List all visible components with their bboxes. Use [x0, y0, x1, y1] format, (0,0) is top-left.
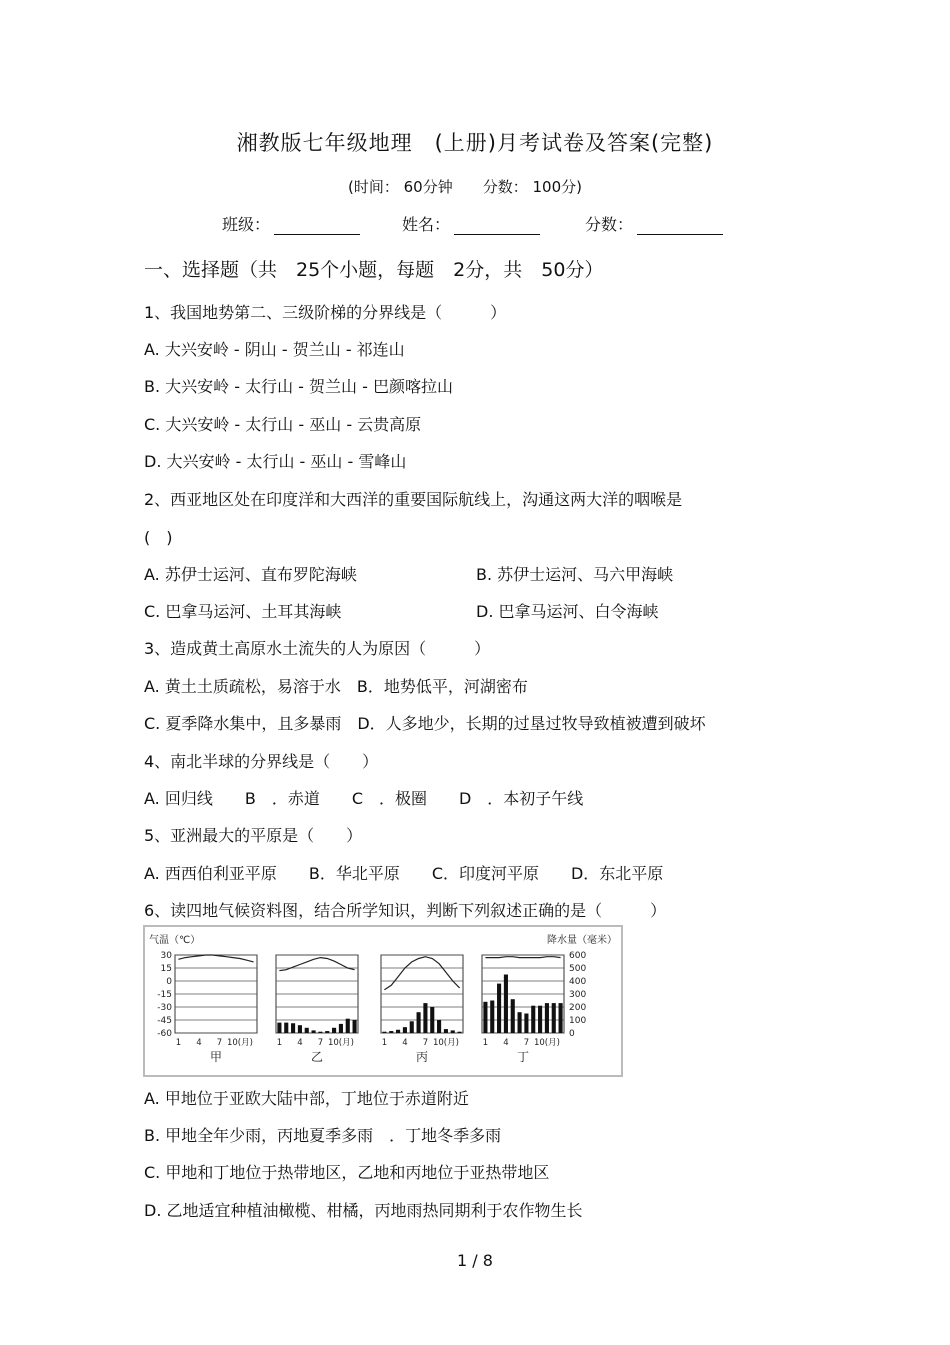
precip-bar — [430, 1007, 434, 1033]
q4-options[interactable]: A. 回归线 B ．赤道 C ．极圈 D ．本初子午线 — [144, 789, 584, 808]
precip-bar — [346, 1019, 350, 1033]
q3-options-cd[interactable]: C. 夏季降水集中，且多暴雨 D．人多地少，长期的过垦过牧导致植被遭到破坏 — [144, 714, 706, 733]
precip-tick-label: 200 — [569, 1003, 587, 1013]
temperature-line — [485, 957, 560, 958]
month-tick-label: 4 — [503, 1038, 509, 1048]
month-tick-label: 1 — [381, 1038, 388, 1048]
page-title: 湘教版七年级地理 (上册)月考试卷及答案(完整) — [236, 131, 714, 155]
precip-bar — [444, 1029, 448, 1033]
precip-bar — [417, 1012, 421, 1033]
precip-bar — [437, 1020, 441, 1033]
precip-bar — [490, 1001, 494, 1034]
q6-option-c[interactable]: C. 甲地和丁地位于热带地区，乙地和丙地位于亚热带地区 — [144, 1163, 550, 1182]
month-tick-label: 1 — [276, 1038, 283, 1048]
score-field — [585, 212, 723, 235]
class-field — [222, 212, 360, 235]
temp-tick-label: -60 — [157, 1029, 172, 1039]
temp-tick-label: 15 — [160, 964, 172, 974]
name-blank[interactable] — [454, 216, 540, 235]
station-label: 丙 — [415, 1050, 429, 1064]
precip-bar — [284, 1023, 288, 1033]
station-label: 甲 — [209, 1050, 223, 1064]
q1-option-d[interactable]: D. 大兴安岭 - 太行山 - 巫山 - 雪峰山 — [144, 452, 407, 471]
class-label: 班级： — [222, 215, 271, 234]
station-label: 丁 — [516, 1050, 530, 1064]
question-6: 6、读四地气候资料图，结合所学知识，判断下列叙述正确的是（ ） — [144, 901, 667, 920]
q2-option-a[interactable]: A. 苏伊士运河、直布罗陀海峡 — [144, 565, 357, 584]
temperature-line — [279, 958, 354, 971]
q6-option-a[interactable]: A. 甲地位于亚欧大陆中部，丁地位于赤道附近 — [144, 1089, 469, 1108]
precip-bar — [305, 1028, 309, 1033]
q2-option-b[interactable]: B. 苏伊士运河、马六甲海峡 — [476, 565, 674, 584]
q2-option-d[interactable]: D. 巴拿马运河、白令海峡 — [476, 602, 659, 621]
name-label: 姓名： — [402, 215, 451, 234]
question-2: 2、西亚地区处在印度洋和大西洋的重要国际航线上，沟通这两大洋的咽喉是 — [144, 490, 683, 509]
question-4: 4、南北半球的分界线是（ ） — [144, 752, 379, 771]
exam-meta: (时间： 60分钟 分数： 100分) — [348, 178, 582, 196]
month-tick-label: 4 — [196, 1038, 202, 1048]
temp-tick-label: -15 — [157, 990, 172, 1000]
month-tick-label: 7 — [422, 1038, 429, 1048]
score-label: 分数： — [585, 215, 634, 234]
precip-bar — [339, 1024, 343, 1033]
climate-chart — [143, 925, 623, 1077]
page-number: 1 / 8 — [457, 1251, 493, 1270]
climate-chart-svg — [145, 927, 621, 1075]
precip-bar — [552, 1003, 556, 1033]
month-tick-label: 4 — [402, 1038, 408, 1048]
precip-bar — [497, 984, 501, 1033]
month-tick-label: 10(月) — [432, 1038, 459, 1048]
precip-bar — [389, 1031, 393, 1033]
precip-bar — [298, 1025, 302, 1033]
month-tick-label: 10(月) — [533, 1038, 560, 1048]
month-tick-label: 4 — [297, 1038, 303, 1048]
temperature-line — [384, 957, 459, 990]
q3-options-ab[interactable]: A. 黄土土质疏松，易溶于水 B．地势低平，河湖密布 — [144, 677, 528, 696]
question-3: 3、造成黄土高原水土流失的人为原因（ ） — [144, 639, 491, 658]
question-5: 5、亚洲最大的平原是（ ） — [144, 826, 363, 845]
precip-bar — [504, 975, 508, 1034]
precip-bar — [353, 1020, 357, 1033]
score-blank[interactable] — [637, 216, 723, 235]
precip-bar — [545, 1003, 549, 1033]
precip-tick-label: 100 — [569, 1016, 587, 1026]
precip-bar — [410, 1021, 414, 1033]
question-2-paren: ( ) — [144, 528, 173, 547]
precip-bar — [458, 1032, 462, 1033]
temp-tick-label: 30 — [160, 951, 172, 961]
q1-option-b[interactable]: B. 大兴安岭 - 太行山 - 贺兰山 - 巴颜喀拉山 — [144, 377, 453, 396]
precip-bar — [451, 1030, 455, 1033]
right-axis-label: 降水量（毫米） — [547, 935, 617, 946]
precip-bar — [332, 1028, 336, 1033]
precip-bar — [538, 1006, 542, 1033]
precip-bar — [277, 1023, 281, 1033]
precip-bar — [531, 1006, 535, 1033]
q6-option-b[interactable]: B. 甲地全年少雨，丙地夏季多雨 ．丁地冬季多雨 — [144, 1126, 502, 1145]
month-tick-label: 1 — [482, 1038, 489, 1048]
q6-option-d[interactable]: D. 乙地适宜种植油橄榄、柑橘，丙地雨热同期利于农作物生长 — [144, 1201, 583, 1220]
precip-bar — [325, 1031, 329, 1033]
precip-bar — [518, 1012, 522, 1033]
temperature-line — [178, 955, 253, 962]
precip-bar — [403, 1027, 407, 1033]
precip-tick-label: 600 — [569, 951, 587, 961]
precip-tick-label: 500 — [569, 964, 587, 974]
precip-bar — [423, 1003, 427, 1033]
precip-bar — [396, 1030, 400, 1033]
precip-tick-label: 300 — [569, 990, 587, 1000]
precip-tick-label: 400 — [569, 977, 587, 987]
class-blank[interactable] — [274, 216, 360, 235]
section-heading: 一、选择题（共 25个小题，每题 2分，共 50分） — [144, 259, 604, 281]
precip-bar — [559, 1003, 563, 1033]
month-tick-label: 1 — [175, 1038, 182, 1048]
name-field — [402, 212, 540, 235]
precip-bar — [511, 999, 515, 1033]
month-tick-label: 7 — [523, 1038, 530, 1048]
q5-options[interactable]: A. 西西伯利亚平原 B．华北平原 C．印度河平原 D．东北平原 — [144, 864, 664, 883]
precip-tick-label: 0 — [569, 1029, 575, 1039]
month-tick-label: 10(月) — [226, 1038, 253, 1048]
q1-option-c[interactable]: C. 大兴安岭 - 太行山 - 巫山 - 云贵高原 — [144, 415, 422, 434]
precip-bar — [483, 1002, 487, 1033]
precip-bar — [524, 1014, 528, 1034]
left-axis-label: 气温（℃） — [149, 935, 201, 946]
month-tick-label: 7 — [216, 1038, 223, 1048]
q2-option-c[interactable]: C. 巴拿马运河、土耳其海峡 — [144, 602, 342, 621]
month-tick-label: 10(月) — [327, 1038, 354, 1048]
month-tick-label: 7 — [317, 1038, 324, 1048]
precip-bar — [382, 1032, 386, 1033]
temp-tick-label: 0 — [166, 977, 172, 987]
precip-bar — [318, 1032, 322, 1033]
station-label: 乙 — [310, 1050, 324, 1064]
precip-bar — [291, 1023, 295, 1033]
q1-option-a[interactable]: A. 大兴安岭 - 阴山 - 贺兰山 - 祁连山 — [144, 340, 405, 359]
temp-tick-label: -30 — [157, 1003, 172, 1013]
question-1: 1、我国地势第二、三级阶梯的分界线是（ ） — [144, 303, 507, 322]
temp-tick-label: -45 — [157, 1016, 172, 1026]
precip-bar — [312, 1030, 316, 1033]
